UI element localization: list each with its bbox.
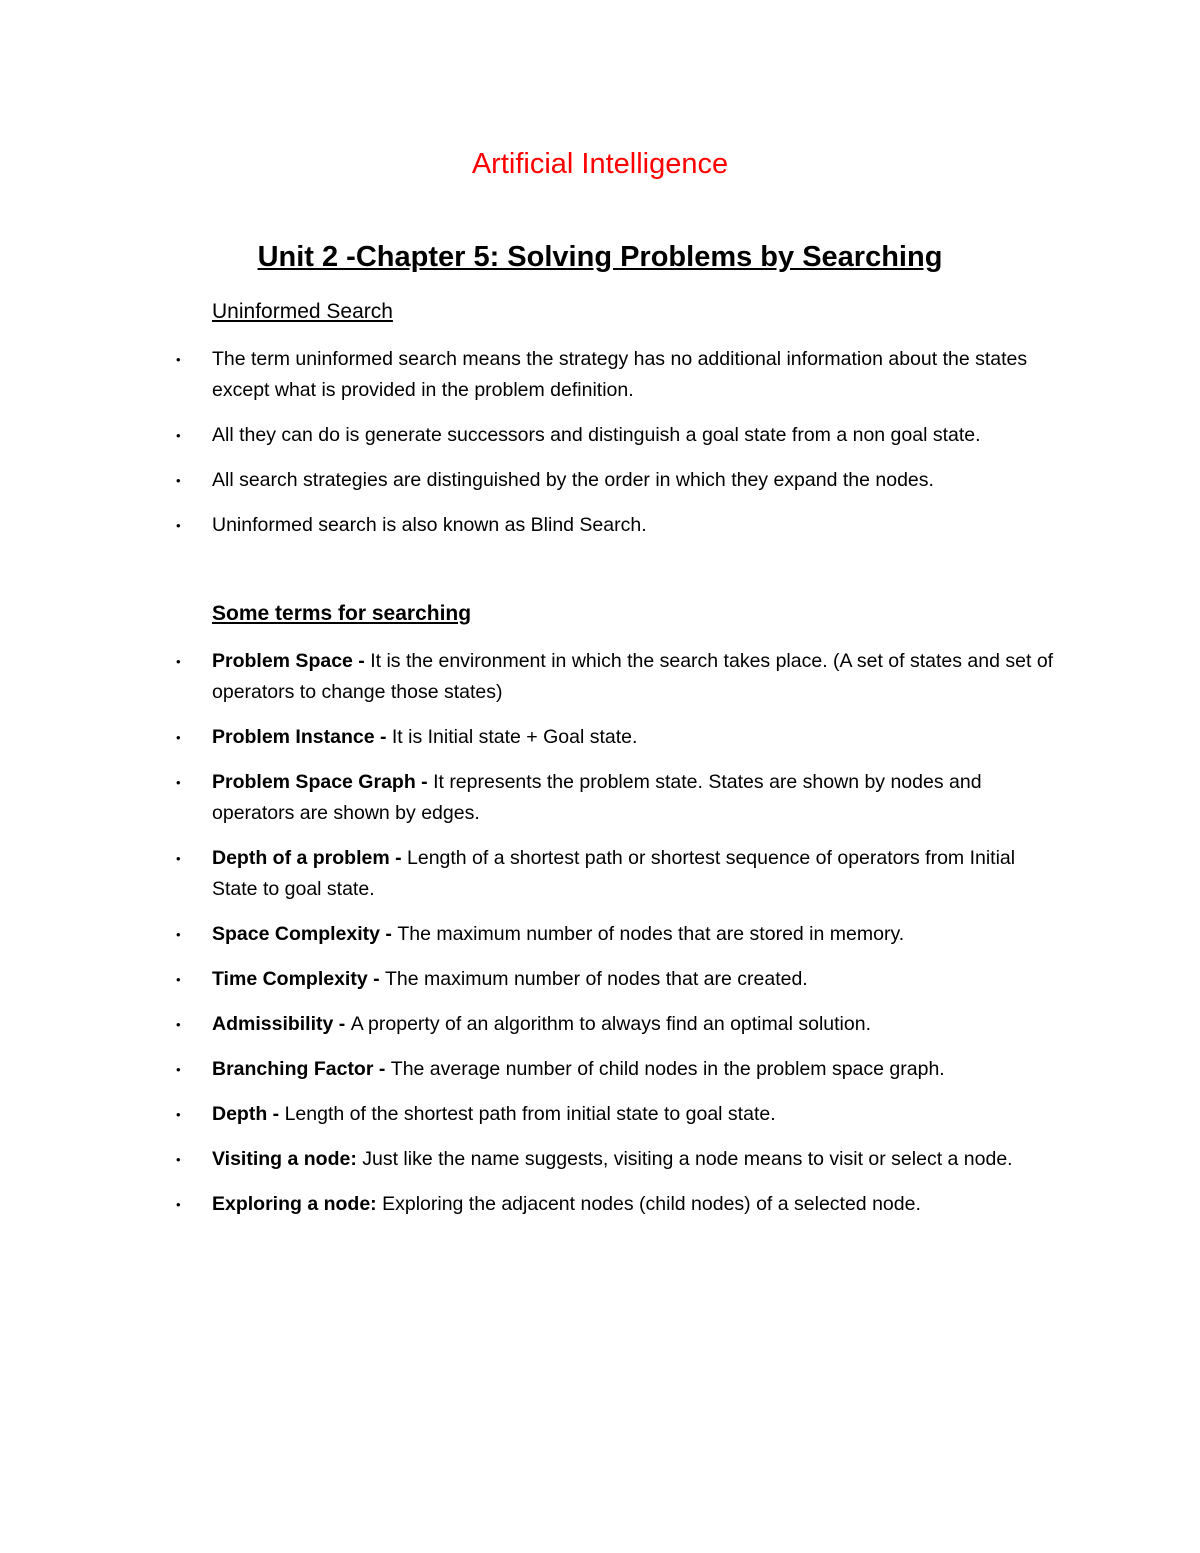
list-item xyxy=(0,344,1200,406)
bullet-icon: • xyxy=(176,654,181,669)
list-item xyxy=(0,843,1200,905)
term-name: Problem Instance - xyxy=(212,726,392,748)
term-name: Depth - xyxy=(212,1103,285,1125)
term-name: Visiting a node: xyxy=(212,1148,363,1170)
term-name: Problem Space - xyxy=(212,650,371,672)
bullet-icon: • xyxy=(176,1107,181,1122)
term-definition: Length of the shortest path from initial state to goal state. xyxy=(284,1103,776,1125)
list-item xyxy=(0,1189,1200,1220)
search-terms-heading: Some terms for searching xyxy=(212,602,472,625)
bullet-icon: • xyxy=(176,428,181,443)
term-definition: Just like the name suggests, visiting a node means to visit or select a node. xyxy=(362,1148,1013,1170)
term-definition: It represents the problem state. States are shown by nodes and operators are shown by edges. xyxy=(212,771,982,824)
list-item-text: All search strategies are distinguished by the order in which they expand the nodes. xyxy=(212,469,934,491)
bullet-icon: • xyxy=(176,927,181,942)
list-item-text: Uninformed search is also known as Blind Search. xyxy=(212,514,647,536)
term-name: Admissibility - xyxy=(212,1013,351,1035)
list-item xyxy=(0,1099,1200,1130)
term-definition: Length of a shortest path or shortest sequence of operators from Initial State to goal state. xyxy=(212,847,1016,900)
term-definition: The maximum number of nodes that are created. xyxy=(385,968,808,990)
list-item xyxy=(0,646,1200,708)
list-item xyxy=(0,510,1200,541)
list-item xyxy=(0,919,1200,950)
bullet-icon: • xyxy=(176,518,181,533)
uninformed-search-heading: Uninformed Search xyxy=(212,300,393,323)
list-item xyxy=(0,722,1200,753)
bullet-icon: • xyxy=(176,851,181,866)
bullet-icon: • xyxy=(176,730,181,745)
bullet-icon: • xyxy=(176,1197,181,1212)
list-item-text: All they can do is generate successors and distinguish a goal state from a non goal state. xyxy=(212,424,981,446)
list-item-text: The term uninformed search means the strategy has no additional information about the states except what is provided in the problem definition. xyxy=(212,348,1028,401)
list-item xyxy=(0,465,1200,496)
term-name: Branching Factor - xyxy=(212,1058,391,1080)
term-name: Problem Space Graph - xyxy=(212,771,434,793)
bullet-icon: • xyxy=(176,972,181,987)
uninformed-search-list xyxy=(0,344,1200,555)
term-definition: It is Initial state + Goal state. xyxy=(391,726,638,748)
bullet-icon: • xyxy=(176,1152,181,1167)
search-terms-list xyxy=(0,646,1200,1234)
bullet-icon: • xyxy=(176,1062,181,1077)
list-item xyxy=(0,1144,1200,1175)
list-item xyxy=(0,1009,1200,1040)
term-name: Time Complexity - xyxy=(212,968,386,990)
term-name: Exploring a node: xyxy=(212,1193,383,1215)
chapter-title: Unit 2 -Chapter 5: Solving Problems by Searching xyxy=(257,241,943,273)
list-item xyxy=(0,964,1200,995)
term-name: Depth of a problem - xyxy=(212,847,407,869)
bullet-icon: • xyxy=(176,352,181,367)
bullet-icon: • xyxy=(176,775,181,790)
term-definition: The maximum number of nodes that are stored in memory. xyxy=(397,923,905,945)
term-definition: Exploring the adjacent nodes (child nodes) of a selected node. xyxy=(382,1193,921,1215)
term-definition: The average number of child nodes in the problem space graph. xyxy=(390,1058,945,1080)
list-item xyxy=(0,767,1200,829)
document-title: Artificial Intelligence xyxy=(471,148,729,180)
term-definition: A property of an algorithm to always find an optimal solution. xyxy=(350,1013,871,1035)
list-item xyxy=(0,420,1200,451)
list-item xyxy=(0,1054,1200,1085)
term-name: Space Complexity - xyxy=(212,923,398,945)
bullet-icon: • xyxy=(176,473,181,488)
term-definition: It is the environment in which the search takes place. (A set of states and set of operators to change those states) xyxy=(212,650,1054,703)
bullet-icon: • xyxy=(176,1017,181,1032)
